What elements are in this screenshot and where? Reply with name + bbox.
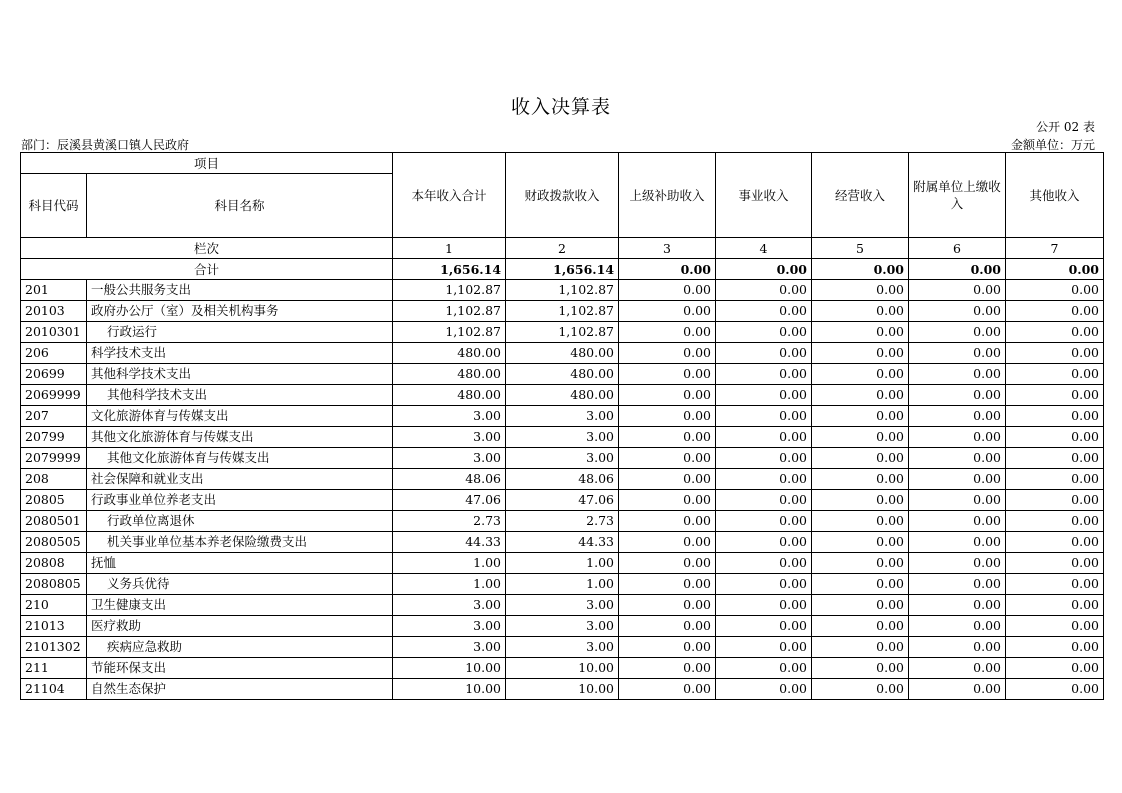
table-row bbox=[21, 595, 1104, 616]
row-value: 0.00 bbox=[909, 658, 1006, 679]
col-number: 3 bbox=[619, 238, 716, 259]
row-name: 文化旅游体育与传媒支出 bbox=[87, 406, 393, 427]
header-code: 科目代码 bbox=[21, 174, 87, 238]
header-col-1: 本年收入合计 bbox=[393, 153, 506, 238]
row-value: 0.00 bbox=[716, 532, 812, 553]
row-value: 0.00 bbox=[909, 280, 1006, 301]
total-value: 0.00 bbox=[716, 259, 812, 280]
row-name: 抚恤 bbox=[87, 553, 393, 574]
header-lanci: 栏次 bbox=[21, 238, 393, 259]
row-value: 0.00 bbox=[716, 385, 812, 406]
row-value: 1,102.87 bbox=[393, 301, 506, 322]
col-number: 5 bbox=[812, 238, 909, 259]
row-value: 480.00 bbox=[506, 343, 619, 364]
row-name: 其他文化旅游体育与传媒支出 bbox=[87, 448, 393, 469]
page-title: 收入决算表 bbox=[510, 96, 611, 118]
row-value: 0.00 bbox=[1006, 385, 1104, 406]
row-value: 2.73 bbox=[393, 511, 506, 532]
row-value: 0.00 bbox=[619, 595, 716, 616]
amount-unit-label: 金额单位：万元 bbox=[1010, 138, 1095, 152]
row-value: 0.00 bbox=[716, 322, 812, 343]
row-value: 3.00 bbox=[506, 448, 619, 469]
row-value: 3.00 bbox=[393, 616, 506, 637]
row-code: 211 bbox=[21, 658, 87, 679]
row-value: 0.00 bbox=[1006, 469, 1104, 490]
row-value: 0.00 bbox=[1006, 364, 1104, 385]
row-code: 2101302 bbox=[21, 637, 87, 658]
header-project: 项目 bbox=[21, 153, 393, 174]
row-name: 医疗救助 bbox=[87, 616, 393, 637]
row-value: 0.00 bbox=[909, 595, 1006, 616]
table-header bbox=[21, 153, 1104, 280]
table-row bbox=[21, 427, 1104, 448]
row-value: 0.00 bbox=[619, 301, 716, 322]
row-value: 0.00 bbox=[1006, 406, 1104, 427]
row-value: 0.00 bbox=[909, 511, 1006, 532]
row-value: 0.00 bbox=[716, 427, 812, 448]
row-value: 0.00 bbox=[1006, 595, 1104, 616]
row-value: 0.00 bbox=[1006, 343, 1104, 364]
table-row bbox=[21, 385, 1104, 406]
row-name: 义务兵优待 bbox=[87, 574, 393, 595]
row-value: 0.00 bbox=[716, 343, 812, 364]
row-value: 0.00 bbox=[812, 490, 909, 511]
table-row bbox=[21, 658, 1104, 679]
row-name: 疾病应急救助 bbox=[87, 637, 393, 658]
row-value: 0.00 bbox=[619, 448, 716, 469]
row-value: 0.00 bbox=[619, 532, 716, 553]
row-value: 0.00 bbox=[909, 301, 1006, 322]
table-row bbox=[21, 280, 1104, 301]
row-value: 0.00 bbox=[909, 679, 1006, 700]
row-value: 0.00 bbox=[1006, 679, 1104, 700]
row-value: 0.00 bbox=[909, 532, 1006, 553]
department-label: 部门：辰溪县黄溪口镇人民政府 bbox=[21, 138, 190, 152]
row-name: 科学技术支出 bbox=[87, 343, 393, 364]
row-code: 206 bbox=[21, 343, 87, 364]
row-code: 20699 bbox=[21, 364, 87, 385]
row-value: 0.00 bbox=[909, 490, 1006, 511]
row-value: 3.00 bbox=[506, 595, 619, 616]
row-value: 0.00 bbox=[619, 385, 716, 406]
row-value: 0.00 bbox=[909, 553, 1006, 574]
row-value: 0.00 bbox=[716, 658, 812, 679]
row-value: 1.00 bbox=[506, 553, 619, 574]
row-value: 0.00 bbox=[619, 343, 716, 364]
row-value: 44.33 bbox=[393, 532, 506, 553]
row-value: 0.00 bbox=[1006, 658, 1104, 679]
header-col-2: 财政拨款收入 bbox=[506, 153, 619, 238]
row-name: 其他科学技术支出 bbox=[87, 364, 393, 385]
row-value: 0.00 bbox=[812, 301, 909, 322]
row-value: 0.00 bbox=[812, 343, 909, 364]
row-value: 3.00 bbox=[393, 427, 506, 448]
row-value: 0.00 bbox=[619, 553, 716, 574]
row-value: 0.00 bbox=[716, 637, 812, 658]
row-value: 2.73 bbox=[506, 511, 619, 532]
row-value: 0.00 bbox=[812, 469, 909, 490]
total-row bbox=[21, 259, 1104, 280]
row-value: 0.00 bbox=[1006, 448, 1104, 469]
col-number: 6 bbox=[909, 238, 1006, 259]
row-code: 2010301 bbox=[21, 322, 87, 343]
row-value: 0.00 bbox=[1006, 490, 1104, 511]
row-value: 0.00 bbox=[812, 637, 909, 658]
row-value: 0.00 bbox=[812, 385, 909, 406]
row-code: 2080505 bbox=[21, 532, 87, 553]
total-value: 0.00 bbox=[619, 259, 716, 280]
row-value: 0.00 bbox=[812, 595, 909, 616]
col-number: 2 bbox=[506, 238, 619, 259]
row-value: 480.00 bbox=[393, 364, 506, 385]
row-value: 0.00 bbox=[716, 511, 812, 532]
row-value: 0.00 bbox=[812, 616, 909, 637]
row-value: 480.00 bbox=[393, 343, 506, 364]
row-value: 0.00 bbox=[619, 616, 716, 637]
row-value: 0.00 bbox=[716, 301, 812, 322]
row-value: 47.06 bbox=[506, 490, 619, 511]
table-row bbox=[21, 469, 1104, 490]
row-value: 10.00 bbox=[506, 658, 619, 679]
row-value: 0.00 bbox=[1006, 532, 1104, 553]
row-value: 0.00 bbox=[619, 490, 716, 511]
total-value: 1,656.14 bbox=[393, 259, 506, 280]
row-code: 210 bbox=[21, 595, 87, 616]
row-value: 0.00 bbox=[619, 574, 716, 595]
form-number: 公开 02 表 bbox=[1036, 120, 1095, 134]
row-value: 0.00 bbox=[909, 364, 1006, 385]
row-value: 0.00 bbox=[812, 280, 909, 301]
row-value: 0.00 bbox=[1006, 427, 1104, 448]
table-row bbox=[21, 532, 1104, 553]
row-value: 0.00 bbox=[812, 406, 909, 427]
row-value: 0.00 bbox=[1006, 280, 1104, 301]
row-value: 0.00 bbox=[619, 511, 716, 532]
row-value: 0.00 bbox=[909, 637, 1006, 658]
row-value: 1.00 bbox=[506, 574, 619, 595]
row-code: 2069999 bbox=[21, 385, 87, 406]
row-code: 2080805 bbox=[21, 574, 87, 595]
row-value: 3.00 bbox=[393, 448, 506, 469]
table-row bbox=[21, 490, 1104, 511]
row-value: 48.06 bbox=[506, 469, 619, 490]
row-name: 行政单位离退休 bbox=[87, 511, 393, 532]
row-name: 卫生健康支出 bbox=[87, 595, 393, 616]
row-value: 10.00 bbox=[506, 679, 619, 700]
row-code: 208 bbox=[21, 469, 87, 490]
col-number: 7 bbox=[1006, 238, 1104, 259]
row-value: 0.00 bbox=[909, 427, 1006, 448]
table-row bbox=[21, 679, 1104, 700]
row-value: 0.00 bbox=[716, 280, 812, 301]
table-row bbox=[21, 511, 1104, 532]
row-name: 社会保障和就业支出 bbox=[87, 469, 393, 490]
row-value: 0.00 bbox=[1006, 511, 1104, 532]
row-value: 0.00 bbox=[619, 427, 716, 448]
row-value: 0.00 bbox=[619, 280, 716, 301]
row-code: 21013 bbox=[21, 616, 87, 637]
row-code: 201 bbox=[21, 280, 87, 301]
table-body bbox=[21, 280, 1104, 700]
row-value: 44.33 bbox=[506, 532, 619, 553]
table-row bbox=[21, 616, 1104, 637]
row-value: 3.00 bbox=[506, 427, 619, 448]
row-code: 2079999 bbox=[21, 448, 87, 469]
row-value: 0.00 bbox=[812, 658, 909, 679]
row-value: 0.00 bbox=[716, 469, 812, 490]
total-label: 合计 bbox=[21, 259, 393, 280]
table-row bbox=[21, 637, 1104, 658]
row-value: 0.00 bbox=[619, 469, 716, 490]
table-row bbox=[21, 364, 1104, 385]
row-value: 0.00 bbox=[1006, 553, 1104, 574]
row-name: 其他科学技术支出 bbox=[87, 385, 393, 406]
row-value: 0.00 bbox=[812, 448, 909, 469]
row-value: 0.00 bbox=[812, 364, 909, 385]
row-value: 0.00 bbox=[716, 679, 812, 700]
col-number: 1 bbox=[393, 238, 506, 259]
row-value: 48.06 bbox=[393, 469, 506, 490]
row-value: 0.00 bbox=[619, 637, 716, 658]
row-value: 0.00 bbox=[909, 448, 1006, 469]
row-name: 自然生态保护 bbox=[87, 679, 393, 700]
row-value: 0.00 bbox=[619, 679, 716, 700]
row-value: 0.00 bbox=[716, 595, 812, 616]
row-value: 0.00 bbox=[619, 364, 716, 385]
row-value: 0.00 bbox=[909, 343, 1006, 364]
table-row bbox=[21, 343, 1104, 364]
row-value: 480.00 bbox=[506, 385, 619, 406]
income-table bbox=[20, 152, 1104, 700]
row-value: 0.00 bbox=[909, 574, 1006, 595]
row-value: 10.00 bbox=[393, 658, 506, 679]
row-code: 20808 bbox=[21, 553, 87, 574]
row-value: 0.00 bbox=[1006, 301, 1104, 322]
header-name: 科目名称 bbox=[87, 174, 393, 238]
row-value: 0.00 bbox=[716, 364, 812, 385]
row-value: 0.00 bbox=[619, 658, 716, 679]
table-row bbox=[21, 553, 1104, 574]
row-code: 21104 bbox=[21, 679, 87, 700]
row-value: 0.00 bbox=[1006, 637, 1104, 658]
row-value: 0.00 bbox=[619, 406, 716, 427]
row-name: 政府办公厅（室）及相关机构事务 bbox=[87, 301, 393, 322]
row-value: 0.00 bbox=[812, 427, 909, 448]
header-col-7: 其他收入 bbox=[1006, 153, 1104, 238]
header-col-6: 附属单位上缴收入 bbox=[909, 153, 1006, 238]
row-value: 0.00 bbox=[716, 448, 812, 469]
total-value: 0.00 bbox=[812, 259, 909, 280]
col-number: 4 bbox=[716, 238, 812, 259]
row-value: 10.00 bbox=[393, 679, 506, 700]
row-name: 行政事业单位养老支出 bbox=[87, 490, 393, 511]
row-value: 0.00 bbox=[1006, 616, 1104, 637]
total-value: 1,656.14 bbox=[506, 259, 619, 280]
row-value: 0.00 bbox=[909, 385, 1006, 406]
row-code: 20799 bbox=[21, 427, 87, 448]
row-code: 2080501 bbox=[21, 511, 87, 532]
header-col-3: 上级补助收入 bbox=[619, 153, 716, 238]
row-value: 0.00 bbox=[909, 616, 1006, 637]
row-value: 0.00 bbox=[812, 511, 909, 532]
row-value: 0.00 bbox=[909, 469, 1006, 490]
row-value: 3.00 bbox=[393, 637, 506, 658]
row-value: 0.00 bbox=[812, 553, 909, 574]
row-value: 0.00 bbox=[909, 406, 1006, 427]
row-value: 0.00 bbox=[619, 322, 716, 343]
row-value: 0.00 bbox=[909, 322, 1006, 343]
row-code: 20805 bbox=[21, 490, 87, 511]
row-name: 节能环保支出 bbox=[87, 658, 393, 679]
row-value: 3.00 bbox=[506, 637, 619, 658]
row-name: 机关事业单位基本养老保险缴费支出 bbox=[87, 532, 393, 553]
row-value: 0.00 bbox=[716, 553, 812, 574]
row-value: 0.00 bbox=[812, 532, 909, 553]
row-name: 行政运行 bbox=[87, 322, 393, 343]
table-row bbox=[21, 406, 1104, 427]
header-col-4: 事业收入 bbox=[716, 153, 812, 238]
row-value: 0.00 bbox=[812, 322, 909, 343]
total-value: 0.00 bbox=[909, 259, 1006, 280]
row-value: 0.00 bbox=[812, 574, 909, 595]
row-value: 3.00 bbox=[393, 595, 506, 616]
table-row bbox=[21, 301, 1104, 322]
row-value: 3.00 bbox=[506, 406, 619, 427]
row-value: 480.00 bbox=[393, 385, 506, 406]
table-row bbox=[21, 322, 1104, 343]
row-value: 1,102.87 bbox=[393, 322, 506, 343]
total-value: 0.00 bbox=[1006, 259, 1104, 280]
header-col-5: 经营收入 bbox=[812, 153, 909, 238]
row-value: 47.06 bbox=[393, 490, 506, 511]
row-value: 0.00 bbox=[716, 574, 812, 595]
row-code: 20103 bbox=[21, 301, 87, 322]
row-code: 207 bbox=[21, 406, 87, 427]
row-value: 1.00 bbox=[393, 553, 506, 574]
row-value: 3.00 bbox=[506, 616, 619, 637]
row-name: 一般公共服务支出 bbox=[87, 280, 393, 301]
row-value: 1,102.87 bbox=[506, 301, 619, 322]
row-value: 1.00 bbox=[393, 574, 506, 595]
row-value: 1,102.87 bbox=[393, 280, 506, 301]
row-value: 0.00 bbox=[716, 616, 812, 637]
row-value: 0.00 bbox=[1006, 322, 1104, 343]
table-row bbox=[21, 574, 1104, 595]
table-row bbox=[21, 448, 1104, 469]
row-value: 0.00 bbox=[812, 679, 909, 700]
row-name: 其他文化旅游体育与传媒支出 bbox=[87, 427, 393, 448]
row-value: 480.00 bbox=[506, 364, 619, 385]
row-value: 1,102.87 bbox=[506, 322, 619, 343]
row-value: 1,102.87 bbox=[506, 280, 619, 301]
row-value: 0.00 bbox=[1006, 574, 1104, 595]
row-value: 0.00 bbox=[716, 490, 812, 511]
row-value: 0.00 bbox=[716, 406, 812, 427]
row-value: 3.00 bbox=[393, 406, 506, 427]
